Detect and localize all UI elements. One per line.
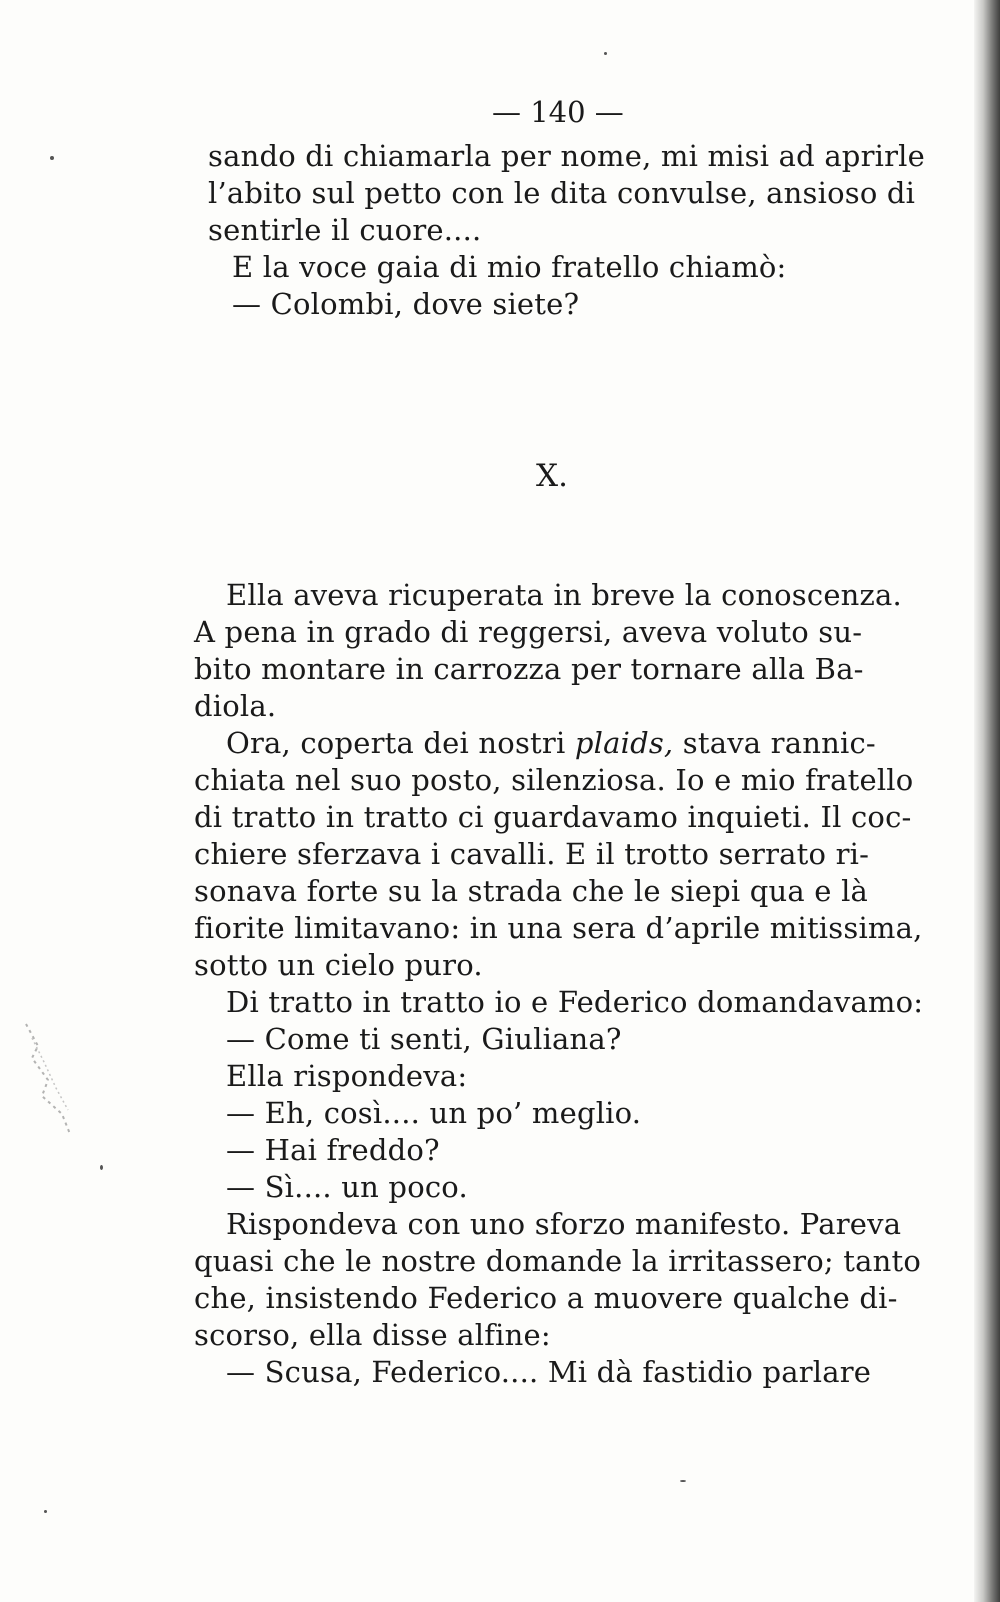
text-line: Rispondeva con uno sforzo manifesto. Pareva [226, 1207, 902, 1241]
main-paragraphs [194, 577, 924, 1391]
speck-mark [100, 1165, 103, 1170]
text-line: sando di chiamarla per nome, mi misi ad aprirle [208, 139, 926, 173]
speck-mark [50, 156, 54, 160]
text-line: — Colombi, dove siete? [232, 287, 580, 321]
text-line: quasi che le nostre domande la irritassero; tanto [194, 1244, 921, 1278]
text-line: Ella aveva ricuperata in breve la conoscenza. [226, 578, 902, 612]
ora-prefix: Ora, coperta dei nostri [226, 726, 575, 760]
speck-mark [44, 1510, 47, 1513]
text-line: scorso, ella disse alfine: [194, 1318, 551, 1352]
text-line: A pena in grado di reggersi, aveva voluto su- [194, 615, 863, 649]
text-line-ora [194, 725, 914, 762]
top-paragraphs [208, 138, 928, 323]
text-line: bito montare in carrozza per tornare alla Ba- [194, 652, 864, 686]
ink-smudge-mark [18, 1018, 88, 1138]
text-line: diola. [194, 689, 277, 723]
chapter-heading: X. [536, 458, 568, 494]
page-edge-shadow [974, 0, 1000, 1602]
text-line: Ella rispondeva: [226, 1059, 468, 1093]
text-line: — Hai freddo? [226, 1133, 440, 1167]
text-line: sotto un cielo puro. [194, 948, 483, 982]
ora-italic-word: plaids, [574, 726, 674, 760]
text-line: di tratto in tratto ci guardavamo inquieti. Il coc- [194, 800, 912, 834]
text-line: sentirle il cuore.... [208, 213, 482, 247]
text-line: — Scusa, Federico.... Mi dà fastidio parlare [226, 1355, 872, 1389]
text-line: E la voce gaia di mio fratello chiamò: [232, 250, 787, 284]
text-line: fiorite limitavano: in una sera d’aprile mitissima, [194, 911, 923, 945]
speck-mark [680, 1480, 686, 1482]
speck-mark [604, 52, 607, 55]
ora-suffix: stava rannic- [682, 726, 876, 760]
text-line: Di tratto in tratto io e Federico domandavamo: [226, 985, 924, 1019]
text-line: l’abito sul petto con le dita convulse, ansioso di [208, 176, 916, 210]
text-line: chiata nel suo posto, silenziosa. Io e mio fratello [194, 763, 914, 797]
text-line: — Eh, così.... un po’ meglio. [226, 1096, 642, 1130]
page-number: — 140 — [492, 95, 624, 129]
text-line: chiere sferzava i cavalli. E il trotto serrato ri- [194, 837, 870, 871]
text-line: — Come ti senti, Giuliana? [226, 1022, 622, 1056]
text-line: sonava forte su la strada che le siepi qua e là [194, 874, 869, 908]
text-line: che, insistendo Federico a muovere qualche di- [194, 1281, 898, 1315]
text-line: — Sì.... un poco. [226, 1170, 468, 1204]
